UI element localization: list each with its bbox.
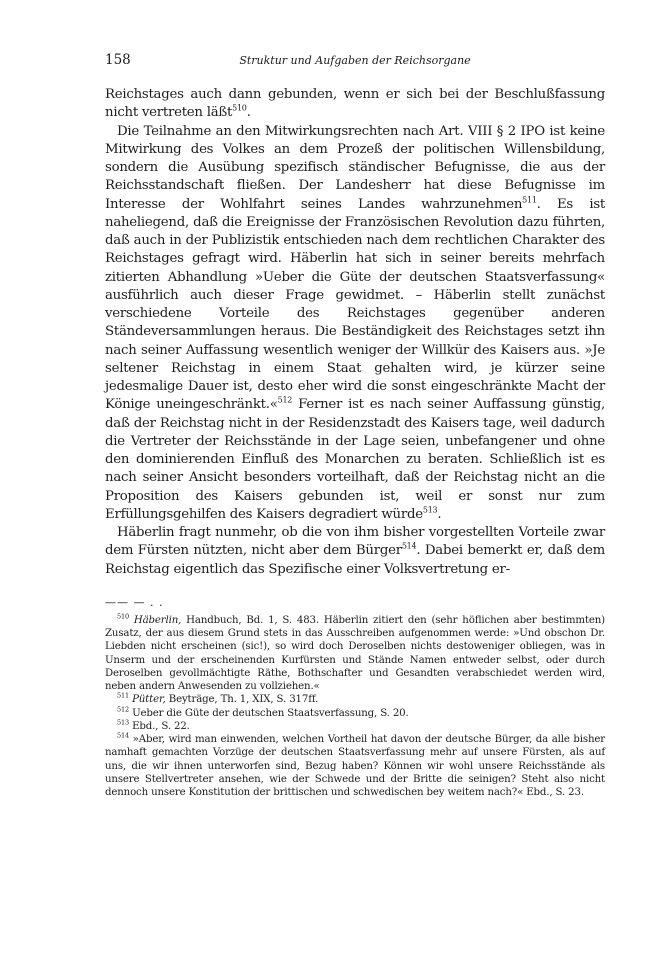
footnote-ref[interactable]: 510	[232, 103, 247, 113]
footnote: $^{511}$ Pütter, Beyträge, Th. 1, XIX, S. 317ff.	[117, 691, 319, 706]
footnote-number: 510	[117, 612, 129, 621]
footnote: $^{514}$ »Aber, wird man einwenden, welchen Vortheil hat davon der deutsche Bürger, da alle bisher namhaft gemachten Vorzüge der deutschen Staatsverfassung mehr auf unsere Fürsten, als auf uns, die wir ihnen unterworfen sind, Bezug haben? Können wir wohl unsere Reichsstände als unsere Stellvertreter ansehen, wie der Schwede und der Britte die seinigen? Steht also nicht dennoch unsere Konstitution der brittischen und schwedischen bey weitem nach?« Ebd., S. 23.	[105, 731, 605, 798]
footnote-separator: —— — . .	[105, 595, 164, 609]
page-number: 158	[105, 52, 131, 68]
footnote: $^{510}$ Häberlin, Handbuch, Bd. 1, S. 483. Häberlin zitiert den (sehr höflichen aber bestimmten) Zusatz, der aus diesem Grund stets in das Ausschreiben aufgenommen werde: »Und obschon Dr. Liebden nicht erscheinen (sic!), so wird doch Deroselben nichts destoweniger obliegen, was in Unserm und der erscheinenden Kurfürsten und Stände Namen entweder selbst, oder durch Deroselben gevollmächtigte Räthe, Bothschafter und Gesandten verabschiedet werden wird, neben andern Anwesenden zu vollziehen.«	[105, 612, 605, 692]
main-text	[105, 86, 605, 579]
footnote: $^{512}$ Ueber die Güte der deutschen Staatsverfassung, S. 20.	[117, 705, 409, 719]
footnote-ref[interactable]: 513	[422, 505, 438, 515]
footnote-number: 512	[117, 705, 129, 714]
footnote-number: 513	[117, 718, 129, 727]
paragraph: Die Teilnahme an den Mitwirkungsrechten nach Art. VIII § 2 IPO ist keine Mitwirkung des Volkes an dem Prozeß der politischen Willensbildung, sondern die Ausübung spezifisch ständischer Befugnisse, die aus der Reichsstandschaft fließen. Der Landesherr hat diese Befugnisse im Interesse der Wohlfahrt seines Landes wahrzunehmen$^{511}$. Es ist naheliegend, daß die Ereignisse der Französischen Revolution dazu führten, daß auch in der Publizistik entschieden nach dem rechtlichen Charakter des Reichstages gefragt wird. Häberlin hat sich in seiner bereits mehrfach zitierten Abhandlung »Ueber die Güte der deutschen Staatsverfassung« ausführlich auch dieser Frage gewidmet. – Häberlin stellt zunächst verschiedene Vorteile des Reichstages gegenüber anderen Ständeversammlungen heraus. Die Beständigkeit des Reichstages setzt ihn nach seiner Auffassung wesentlich weniger der Willkür des Kaisers aus. »Je seltener Reichstag in einem Staat gehalten wird, je kürzer seine jedesmalige Dauer ist, desto eher wird die sonst eingeschränkte Macht der Könige uneingeschränkt.«$^{512}$ Ferner ist es nach seiner Auffassung günstig, daß der Reichstag nicht in der Residenzstadt des Kaisers tage, weil dadurch die Vertreter der Reichsstände in der Lage seien, unbefangener und ohne den dominierenden Einfluß des Monarchen zu beraten. Schließlich ist es nach seiner Ansicht besonders vorteilhaft, daß der Reichstag nicht an die Proposition des Kaisers gebunden ist, weil er sonst nur zum Erfüllungsgehilfen des Kaisers degradiert würde$^{513}$.	[105, 123, 605, 522]
footnote: $^{513}$ Ebd., S. 22.	[117, 718, 190, 732]
running-title: Struktur und Aufgaben der Reichsorgane	[239, 54, 471, 67]
footnotes	[105, 614, 605, 800]
footnote-ref[interactable]: 512	[277, 395, 293, 405]
footnote-number: 514	[117, 731, 129, 740]
paragraph: Häberlin fragt nunmehr, ob die von ihm bisher vorgestellten Vorteile zwar dem Fürsten nützten, nicht aber dem Bürger$^{514}$. Dabei bemerkt er, daß dem Reichstag eigentlich das Spezifische einer Volksvertretung er-	[105, 525, 605, 577]
footnote-ref[interactable]: 511	[522, 195, 537, 205]
book-page	[105, 52, 605, 799]
paragraph: Reichstages auch dann gebunden, wenn er sich bei der Beschlußfassung nicht vertreten läßt$^{510}$.	[105, 87, 605, 121]
footnote-ref[interactable]: 514	[401, 541, 417, 551]
footnote-number: 511	[117, 691, 129, 700]
running-head	[105, 52, 605, 74]
